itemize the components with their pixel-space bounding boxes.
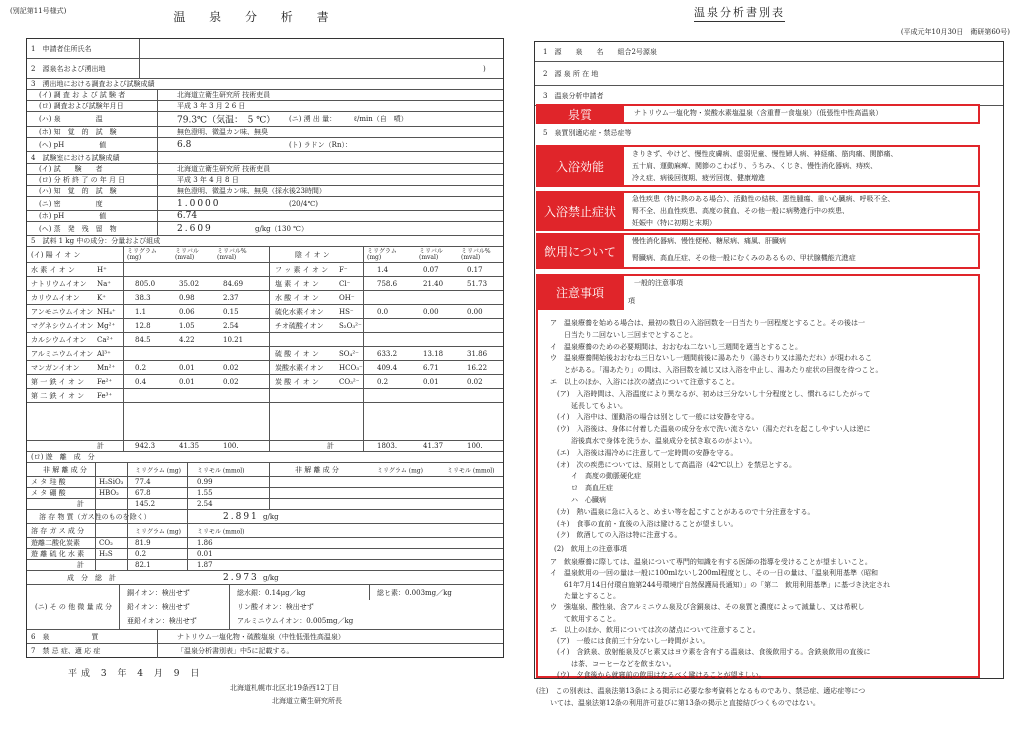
anion-total-mval: 41.37	[423, 442, 444, 450]
anion-formula: Cl⁻	[339, 279, 351, 288]
bath-caution-line: とがある。「湯あたり」の間は、入浴回数を減じ又は入浴を中止し、湯あたり症状の回復を待つこと。	[550, 366, 883, 375]
h2s-formula: H₂S	[99, 550, 113, 558]
spring-quality-label: 6 泉 質	[31, 632, 99, 641]
gas-header-row	[27, 524, 503, 538]
cation-total-label: 計	[97, 442, 104, 450]
bath-caution-line: イ 高度の動脈硬化症	[550, 472, 641, 481]
anion-name: 硫 酸 イ オ ン	[275, 349, 319, 358]
nondiss-total-label: 計	[77, 500, 84, 508]
anion-mval-header: ミリバル (mval)	[419, 247, 443, 261]
cation-formula: Mn²⁺	[97, 363, 116, 372]
anion-mval: 0.00	[423, 307, 439, 316]
lab-ph-row	[27, 211, 503, 222]
location-row	[535, 62, 1003, 86]
ion-row	[27, 305, 503, 319]
temperature-value: 79.3℃（気温： 5 ℃）	[177, 115, 276, 126]
gas-total-mg: 82.1	[135, 561, 151, 569]
anion-name: フ ッ 素 イ オ ン	[275, 265, 329, 274]
drink-caution-line: ア 飲泉療養に際しては、温泉について専門的知識を有する医師の指導を受けることが望ましいこと。	[550, 558, 872, 566]
cation-formula: Al³⁺	[97, 349, 111, 358]
requester-row	[535, 86, 1003, 106]
co2-row	[27, 538, 503, 549]
applicant-label: 1 申請者住所氏名	[31, 44, 92, 53]
site-tester-row	[27, 90, 503, 101]
bath-caution-line: (オ) 次の疾患については、原則として高温浴（42℃以上）を禁忌とする。	[550, 460, 797, 469]
metaboric-row	[27, 488, 503, 499]
bath-caution-line: (ク) 飲酒しての入浴は特に注意する。	[550, 531, 682, 540]
drink-line: 腎臓病、高血圧症、その他一般にむくみのあるもの、甲状腺機能亢進症	[632, 254, 856, 262]
cation-name: マンガンイオン	[31, 363, 80, 372]
bath-effect-line: 五十肩、運動麻痺、関節のこわばり、うちみ、くじき、慢性消化器病、痔疾、	[632, 162, 878, 170]
spring-type-label: 泉質	[536, 104, 624, 124]
solute-row	[27, 510, 503, 524]
gas-total-label: 計	[77, 561, 84, 569]
bath-caution-line: (ア) 入浴時間は、入浴温度により異なるが、初めは三分ないし十分程度とし、慣れるにしたがって	[550, 389, 871, 398]
cation-mg: 0.4	[135, 377, 147, 386]
site-sensory-row	[27, 127, 503, 138]
bath-caution-line: 浴後真水で身体を洗うか、温泉成分を拭き取るのがよい）。	[550, 437, 757, 445]
bath-caution-line: イ 温泉療養のための必要期間は、おおむね二ないし三週間を適当とすること。	[550, 342, 802, 351]
cation-mval: 0.98	[179, 293, 195, 302]
anion-formula: OH⁻	[339, 293, 355, 302]
anion-pct: 16.22	[467, 363, 488, 372]
drink-label: 飲用について	[536, 233, 624, 269]
free-component-label: (ロ) 遊 離 成 分	[31, 453, 95, 461]
density-value: 1.0000	[177, 198, 221, 209]
lab-test-row	[27, 152, 503, 164]
bath-caution-line: (カ) 熱い温泉に急に入ると、めまい等を起こすことがあるので十分注意をする。	[550, 507, 815, 516]
anion-name: 炭 酸 イ オ ン	[275, 377, 319, 386]
cation-formula: NH₄⁺	[97, 307, 116, 316]
bath-caution-line: ア 温泉療養を始める場合は、最初の数日の入浴回数を一日当たり一回程度とすること。その後は一	[550, 319, 865, 327]
bath-forbid-line: 妊娠中（特に初期と末期）	[632, 219, 716, 227]
drink-caution-line: (ア) 一般には食前三十分ないし一時間がよい。	[550, 637, 710, 646]
gas-label: 溶 存 ガ ス 成 分	[31, 526, 85, 535]
bath-caution-line: 日当たり二回ないし三回までとすること。	[550, 330, 697, 339]
cation-total-pct: 100.	[223, 442, 239, 450]
cation-pct: 2.54	[223, 321, 239, 330]
ion-row	[27, 375, 503, 389]
co2-formula: CO₂	[99, 539, 113, 547]
trace-lead: 鉛イオン：検出せず	[127, 603, 190, 611]
site-tester-value: 北海道立衛生研究所 技術吏員	[177, 91, 271, 99]
bath-caution-line: (ウ) 入浴後は、身体に付着した温泉の成分を水で洗い流さない（湯ただれを起こしやすい人は逆に	[550, 425, 871, 434]
density-unit: (20/4℃)	[289, 199, 319, 208]
bath-caution-line: エ 以上のほか、入浴には次の諸点について注意すること。	[550, 378, 739, 386]
cation-mval: 0.06	[179, 307, 195, 316]
bath-caution-line: ハ 心臓病	[550, 496, 606, 504]
cation-formula: K⁺	[97, 293, 106, 302]
anion-mval: 6.71	[423, 363, 439, 372]
anion-pct: 31.86	[467, 349, 488, 358]
bath-effect-line: 冷え症、病後回復期、疲労回復、健康増進	[632, 174, 765, 182]
bath-effect-line: きりきず、やけど、慢性皮膚病、虚弱児童、慢性婦人病、神経痛、筋肉痛、関節痛、	[632, 150, 898, 158]
anion-name: 水 酸 イ オ ン	[275, 293, 319, 302]
anion-formula: HCO₃⁻	[339, 363, 363, 372]
gas-mmol-header: ミリモル (mmol)	[197, 528, 245, 535]
trace-mercury: 総水銀：0.14μg／kg	[237, 589, 306, 597]
residue-label: (ヘ) 蒸 発 残 留 物	[39, 224, 117, 233]
cation-mg: 38.3	[135, 293, 151, 302]
metasilicic-mg: 77.4	[135, 478, 151, 486]
nondiss-mmol-header: ミリモル (mmol)	[197, 467, 245, 474]
anion-formula: HS⁻	[339, 307, 354, 316]
ion-row	[27, 333, 503, 347]
nondiss-label-right: 非 解 離 成 分	[295, 465, 339, 474]
drink-caution-line: エ 以上のほか、飲用については次の諸点について注意すること。	[550, 625, 760, 634]
site-date-label: (ロ) 調査および試験年月日	[39, 102, 124, 110]
drink-caution-line: 61年7月14日付環自施第244号環境庁自然保護局長通知）」の「第二 飲用利用基準」に基づき決定され	[550, 580, 891, 589]
drink-caution-line: は茶、コーヒーなどを飲まない。	[550, 659, 676, 668]
anion-formula: S₂O₃²⁻	[339, 321, 362, 330]
nondiss-label: 非 解 離 成 分	[43, 465, 87, 474]
bath-caution-line: 延長してもよい。	[550, 401, 627, 410]
cation-mval: 1.05	[179, 321, 195, 330]
cation-formula: Fe²⁺	[97, 377, 113, 386]
anion-mg: 409.4	[377, 363, 398, 372]
issue-date: 平成 3 年 4 月 9 日	[68, 669, 204, 679]
lab-sensory-row	[27, 186, 503, 197]
cation-pct: 10.21	[223, 335, 244, 344]
anion-formula: CO₃²⁻	[339, 377, 360, 386]
document-title: 温 泉 分 析 書	[173, 10, 339, 24]
nondiss-mg-header-right: ミリグラム (mg)	[377, 467, 423, 474]
anion-mg: 1.4	[377, 265, 389, 274]
drink-caution-line: て飲用すること。	[550, 614, 620, 623]
metasilicic-row	[27, 477, 503, 488]
location-label: 2 源 泉 所 在 地	[543, 69, 599, 78]
nondiss-mg-header: ミリグラム (mg)	[135, 467, 181, 474]
residue-value: 2.609	[177, 223, 213, 234]
footnote	[536, 685, 865, 709]
bath-forbid-line: 急性疾患（特に熱のある場合）、活動性の結核、悪性腫瘍、重い心臓病、呼吸不全、	[632, 195, 895, 203]
component-label: 5 試料 1 kg 中の成分：分量および組成	[31, 237, 161, 245]
bath-caution-line: (エ) 入浴後は湯冷めに注意して一定時間の安静を守る。	[550, 448, 738, 457]
trace-label: (ニ) そ の 他 微 量 成 分	[35, 603, 113, 611]
cation-mg: 84.5	[135, 335, 151, 344]
site-tester-label: (イ) 調 査 お よ び 試 験 者	[39, 91, 126, 99]
annex-date: (平成元年10月30日 衛研第60号)	[900, 28, 1010, 36]
cation-pct: 2.37	[223, 293, 239, 302]
cation-formula: Mg²⁺	[97, 321, 116, 330]
metasilicic-name: メ タ 珪 酸	[31, 478, 66, 486]
source-paren: )	[483, 64, 486, 73]
metaboric-name: メ タ 硼 酸	[31, 489, 66, 497]
gas-total-mmol: 1.87	[197, 561, 213, 569]
site-sensory-value: 無色澄明、微温カン味、無臭	[177, 128, 268, 136]
trace-aluminium: アルミニウムイオン：0.005mg／kg	[237, 617, 354, 625]
solute-unit: g/kg	[263, 512, 279, 521]
residue-unit: g/kg（130 ℃）	[255, 224, 308, 233]
h2s-name: 遊 離 硫 化 水 素	[31, 550, 85, 558]
ion-total-row	[27, 441, 503, 452]
cation-name: カルシウムイオン	[31, 335, 87, 344]
gas-mg-header: ミリグラム (mg)	[135, 528, 181, 535]
indications-row	[535, 124, 1003, 142]
anion-formula: F⁻	[339, 265, 348, 274]
cation-mg: 805.0	[135, 279, 156, 288]
anion-mg: 758.6	[377, 279, 398, 288]
ion-row	[27, 319, 503, 333]
lab-tester-label: (イ) 試 験 者	[39, 165, 103, 173]
annex-title: 温泉分析書別表	[694, 4, 785, 22]
cation-mg: 0.2	[135, 363, 147, 372]
indication-row	[27, 644, 503, 658]
cation-mval: 35.02	[179, 279, 200, 288]
cation-total-mg: 942.3	[135, 442, 156, 450]
nondiss-total-row	[27, 499, 503, 510]
ion-table-header	[27, 247, 503, 263]
co2-name: 遊離二酸化炭素	[31, 539, 80, 547]
cation-total-mval: 41.35	[179, 442, 200, 450]
anion-mval: 21.40	[423, 279, 444, 288]
cation-formula: Ca²⁺	[97, 335, 114, 344]
anion-formula: SO₄²⁻	[339, 349, 359, 358]
cation-name: ナトリウムイオン	[31, 279, 87, 288]
radon-label: (ト) ラドン（Rn）：	[289, 140, 352, 149]
cation-formula: Fe³⁺	[97, 391, 113, 400]
site-test-row	[27, 79, 503, 90]
ion-row	[27, 291, 503, 305]
nondiss-total-mmol: 2.54	[197, 500, 213, 508]
anion-total-pct: 100.	[467, 442, 483, 450]
caution-bath-head: 項	[628, 297, 635, 305]
ion-row	[27, 389, 503, 403]
trace-arsenic: 総ヒ素：0.003mg／kg	[377, 589, 452, 597]
anion-mval: 13.18	[423, 349, 444, 358]
lab-date-label: (ロ) 分 析 終 了 の 年 月 日	[39, 176, 126, 184]
caution-general-head: 一般的注意事項	[634, 279, 683, 287]
solute-label: 溶 存 物 質（ガス性のものを除く）	[39, 512, 151, 521]
spring-quality-row	[27, 630, 503, 644]
footnote-line-1: (注) この別表は、温泉法第13条による掲示に必要な参考資料となるものであり、禁忌症、適応症等につ	[536, 687, 866, 695]
cation-name: 水 素 イ オ ン	[31, 265, 75, 274]
lab-date-value: 平成 3 年 4 月 8 日	[177, 176, 239, 184]
metaboric-mg: 67.8	[135, 489, 151, 497]
caution-label: 注意事項	[536, 274, 624, 310]
cation-name: 第 二 鉄 イ オ ン	[31, 391, 85, 400]
trace-copper: 銅イオン：検出せず	[127, 589, 190, 597]
nondiss-mmol-header-right: ミリモル (mmol)	[447, 467, 495, 474]
site-test-label: 3 湧出地における調査および試験成績	[31, 80, 155, 88]
gas-total-row	[27, 560, 503, 571]
drink-caution-line: (ウ) 夕食後から就寝前の飲用はなるべく避けることが望ましい。	[550, 671, 766, 679]
anion-header: 陰 イ オ ン	[295, 250, 330, 259]
ion-row	[27, 361, 503, 375]
anion-mg: 0.0	[377, 307, 389, 316]
bath-forbid-line: 腎不全、出血性疾患、高度の貧血、その他一般に病勢進行中の疾患、	[632, 207, 849, 215]
source-label: 2 源泉名および湧出地	[31, 64, 106, 73]
institute-address: 北海道札幌市北区北19条西12丁目	[230, 684, 339, 692]
indication-label: 7 禁 忌 症、適 応 症	[31, 647, 101, 655]
cation-mg-header: ミリグラム (mg)	[127, 247, 157, 261]
lab-tester-value: 北海道立衛生研究所 技術吏員	[177, 165, 271, 173]
cation-mg: 1.1	[135, 307, 147, 316]
institute-director: 北海道立衛生研究所長	[272, 697, 342, 705]
cation-name: アルミニウムイオン	[31, 349, 94, 358]
cation-name: マグネシウムイオン	[31, 321, 94, 330]
metasilicic-mmol: 0.99	[197, 478, 213, 486]
co2-mg: 81.9	[135, 539, 151, 547]
co2-mmol: 1.86	[197, 539, 213, 547]
source-name: 1 源 泉 名 組合2号源泉	[543, 47, 657, 56]
source-name-row	[535, 42, 1003, 62]
anion-name: 炭酸水素イオン	[275, 363, 324, 372]
bath-caution-line: ウ 温泉療養開始後おおむね三日ないし一週間前後に湯あたり（湯さわり又は湯ただれ）が現われるこ	[550, 354, 872, 363]
residue-row	[27, 222, 503, 236]
lab-ph-label: (ホ) pH 値	[39, 212, 107, 220]
anion-mg: 633.2	[377, 349, 398, 358]
cation-mval: 4.22	[179, 335, 195, 344]
metaboric-formula: HBO₂	[99, 489, 119, 497]
nondiss-header-row	[27, 463, 503, 477]
bath-effect-label: 入浴効能	[536, 145, 624, 187]
metaboric-mmol: 1.55	[197, 489, 213, 497]
anion-pct: 0.02	[467, 377, 483, 386]
bath-forbid-label: 入浴禁止症状	[536, 191, 624, 231]
site-ph-row	[27, 138, 503, 152]
cation-mval: 0.01	[179, 363, 195, 372]
h2s-mmol: 0.01	[197, 550, 213, 558]
anion-total-mg: 1803.	[377, 442, 398, 450]
flow-rate: (ニ) 湧 出 量： ℓ/min（自 噴）	[289, 115, 408, 123]
lab-ph-value: 6.74	[177, 211, 198, 221]
anion-total-label: 計	[327, 442, 334, 450]
indication-value: 「温泉分析書別表」中5に記載する。	[177, 647, 294, 655]
trace-zinc: 亜鉛イオン：検出せず	[127, 617, 197, 625]
metasilicic-formula: H₂SiO₃	[99, 478, 124, 486]
lab-test-label: 4 試験室における試験成績	[31, 153, 120, 162]
anion-name: 塩 素 イ オ ン	[275, 279, 319, 288]
drink-caution-line: (イ) 含鉄泉、放射能泉及びヒ素又はヨウ素を含有する温泉は、食後飲用する。含鉄泉飲用の直後に	[550, 648, 871, 657]
cation-pct: 0.02	[223, 377, 239, 386]
drink-caution-line: ウ 強塩泉、酸性泉、含アルミニウム泉及び含銅泉は、その泉質と濃度によって減量し、又は希釈し	[550, 603, 865, 612]
anion-name: 硫化水素イオン	[275, 307, 324, 316]
site-ph-label: (ヘ) pH 値	[39, 140, 107, 149]
cation-name: 第 一 鉄 イ オ ン	[31, 377, 85, 386]
cation-name: アンモニウムイオン	[31, 307, 94, 316]
temperature-label: (ハ) 泉 温	[39, 115, 103, 123]
drink-line: 慢性消化器病、慢性便秘、糖尿病、痛風、肝臓病	[632, 237, 786, 245]
anion-name: チオ硫酸イオン	[275, 321, 324, 330]
grand-total-unit: g/kg	[263, 573, 279, 582]
cation-header: (イ) 陽 イ オ ン	[31, 250, 81, 259]
drink-caution-line: イ 温泉飲用の一回の量は一般に100mlないし200ml程度とし、その一日の量は、「温泉利用基準（昭和	[550, 569, 878, 578]
lab-sensory-label: (ハ) 知 覚 的 試 験	[39, 187, 117, 195]
solute-value: 2.891	[223, 511, 259, 522]
cation-mval-header: ミリバル (mval)	[175, 247, 199, 261]
footnote-line-2: いては、温泉法第12条の利用許可並びに第13条の掲示と直接結びつくものではない。	[536, 699, 820, 707]
lab-date-row	[27, 175, 503, 186]
ion-row	[27, 263, 503, 277]
bath-caution-line: ロ 高血圧症	[550, 484, 613, 493]
spring-type-text: ナトリウム一塩化物・炭酸水素塩温泉（含重曹一食塩泉）（低張性中性高温泉）	[634, 109, 883, 117]
cation-mval: 0.01	[179, 377, 195, 386]
cation-formula: Na⁺	[97, 279, 111, 288]
source-row	[27, 59, 503, 79]
requester-label: 3 温泉分析申請者	[543, 91, 604, 100]
lab-tester-row	[27, 164, 503, 175]
site-ph-value: 6.8	[177, 139, 192, 150]
density-row	[27, 197, 503, 211]
cation-name: カリウムイオン	[31, 293, 80, 302]
analysis-form-frame	[26, 38, 504, 658]
nondiss-total-mg: 145.2	[135, 500, 156, 508]
cation-pct: 0.02	[223, 363, 239, 372]
bath-caution-line: (キ) 食事の直前・直後の入浴は避けることが望ましい。	[550, 519, 738, 528]
h2s-row	[27, 549, 503, 560]
grand-total-value: 2.973	[223, 572, 259, 583]
bath-caution-line: (イ) 入浴中は、運動浴の場合は別として一般には安静を守る。	[550, 413, 759, 422]
grand-total-row	[27, 571, 503, 585]
trace-phosphate: リン酸イオン：検出せず	[237, 603, 314, 611]
cation-formula: H⁺	[97, 265, 107, 274]
ion-blank-area	[27, 403, 503, 441]
drink-caution-line: た量とすること。	[550, 591, 620, 600]
free-component-row	[27, 452, 503, 463]
anion-mg-header: ミリグラム (mg)	[367, 247, 397, 261]
indications-label: 5 泉質別適応症・禁忌症等	[543, 129, 632, 137]
applicant-row	[27, 39, 503, 59]
anion-mval: 0.07	[423, 265, 439, 274]
anion-pct-header: ミリバル% (mval)	[461, 247, 491, 261]
annex-page	[512, 0, 1024, 731]
cation-pct: 84.69	[223, 279, 244, 288]
ion-row	[27, 277, 503, 291]
drink-caution-head: (2) 飲用上の注意事項	[554, 545, 627, 553]
anion-pct: 0.00	[467, 307, 483, 316]
form-number: (別記第11号様式)	[10, 7, 67, 15]
cation-mg: 12.8	[135, 321, 151, 330]
spring-quality-value: ナトリウム一塩化物・硫酸塩泉（中性低張性高温泉）	[177, 632, 345, 641]
cation-pct: 0.15	[223, 307, 239, 316]
temperature-row	[27, 112, 503, 127]
lab-sensory-value: 無色澄明、微温カン味、無臭（採水後23時間）	[177, 187, 326, 195]
trace-row	[27, 585, 503, 630]
h2s-mg: 0.2	[135, 550, 147, 558]
site-date-row	[27, 101, 503, 112]
ion-row	[27, 347, 503, 361]
anion-mval: 0.01	[423, 377, 439, 386]
grand-total-label: 成 分 総 計	[67, 573, 116, 582]
density-label: (ニ) 密 度	[39, 199, 103, 208]
anion-pct: 0.17	[467, 265, 483, 274]
anion-pct: 51.73	[467, 279, 488, 288]
cation-pct-header: ミリバル% (mval)	[217, 247, 247, 261]
anion-mg: 0.2	[377, 377, 389, 386]
site-sensory-label: (ホ) 知 覚 的 試 験	[39, 128, 117, 136]
component-row	[27, 236, 503, 247]
site-date-value: 平成 3 年 3 月 2 6 日	[177, 102, 246, 110]
